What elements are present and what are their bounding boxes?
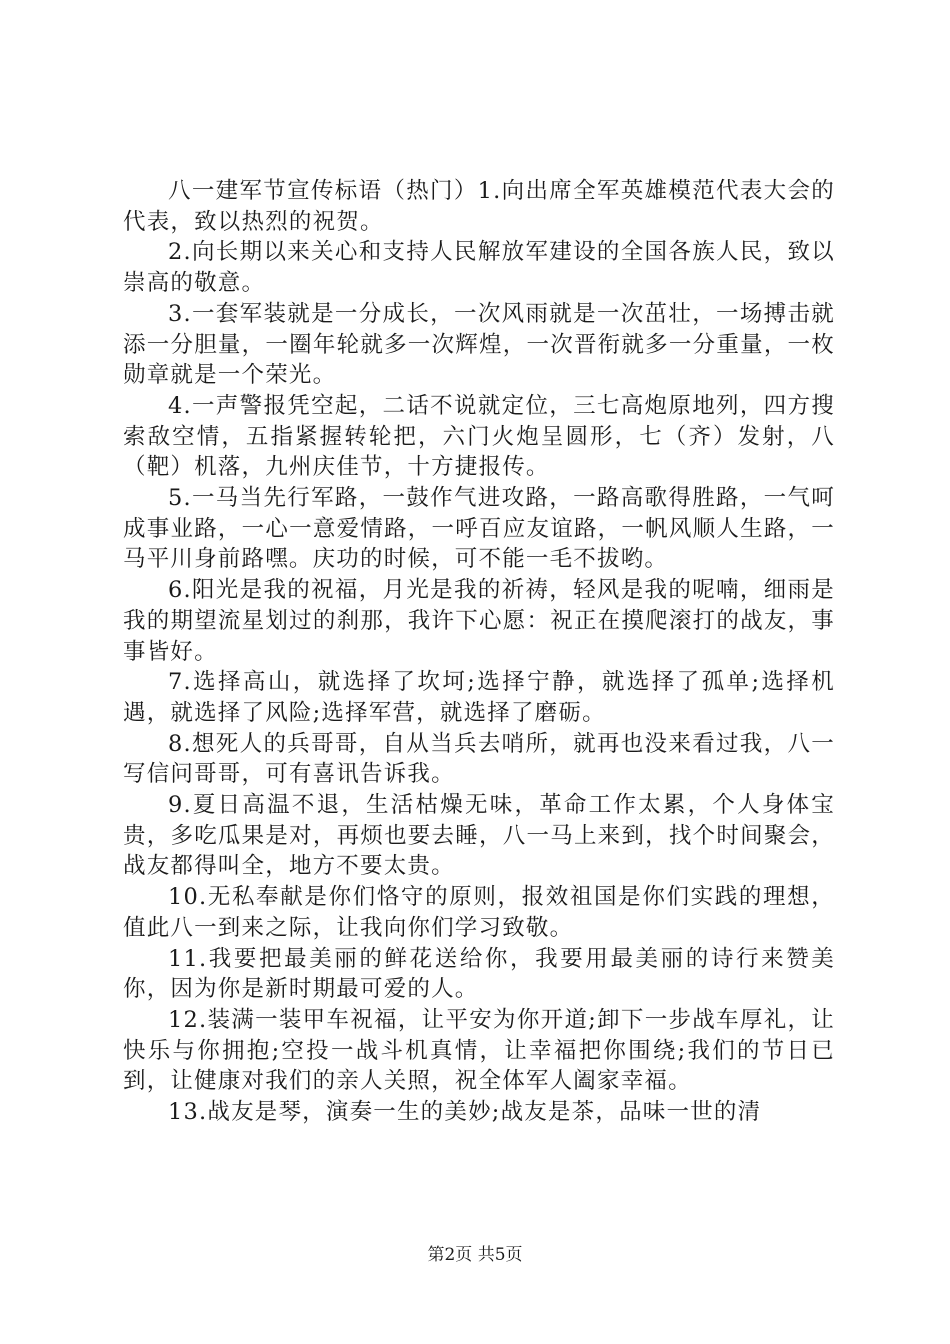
paragraph-6: 6.阳光是我的祝福，月光是我的祈祷，轻风是我的呢喃，细雨是我的期望流星划过的刹那，我许下心愿：祝正在摸爬滚打的战友，事事皆好。 bbox=[123, 577, 835, 665]
paragraph-13: 13.战友是琴，演奏一生的美妙;战友是茶，品味一世的清 bbox=[168, 1099, 762, 1126]
page-footer: 第2页 共5页 bbox=[427, 1245, 523, 1265]
paragraph-2: 2.向长期以来关心和支持人民解放军建设的全国各族人民，致以崇高的敬意。 bbox=[123, 239, 835, 297]
paragraph-5: 5.一马当先行军路，一鼓作气进攻路，一路高歌得胜路，一气呵成事业路，一心一意爱情路，一呼百应友谊路，一帆风顺人生路，一马平川身前路嘿。庆功的时候，可不能一毛不拔哟。 bbox=[123, 485, 835, 573]
paragraph-9: 9.夏日高温不退，生活枯燥无味，革命工作太累，个人身体宝贵，多吃瓜果是对，再烦也要去睡，八一马上来到，找个时间聚会，战友都得叫全，地方不要太贵。 bbox=[123, 792, 835, 880]
paragraph-3: 3.一套军装就是一分成长，一次风雨就是一次茁壮，一场搏击就添一分胆量，一圈年轮就多一次辉煌，一次晋衔就多一分重量，一枚勋章就是一个荣光。 bbox=[123, 300, 835, 389]
paragraph-1: 八一建军节宣传标语（热门）1.向出席全军英雄模范代表大会的代表，致以热烈的祝贺。 bbox=[123, 178, 835, 235]
paragraph-7: 7.选择高山，就选择了坎坷;选择宁静，就选择了孤单;选择机遇，就选择了风险;选择军营，就选择了磨砺。 bbox=[123, 669, 835, 726]
paragraph-8: 8.想死人的兵哥哥，自从当兵去哨所，就再也没来看过我，八一写信问哥哥，可有喜讯告诉我。 bbox=[123, 730, 835, 788]
paragraph-11: 11.我要把最美丽的鲜花送给你，我要用最美丽的诗行来赞美你，因为你是新时期最可爱的人。 bbox=[123, 945, 835, 1003]
paragraph-12: 12.装满一装甲车祝福，让平安为你开道;卸下一步战车厚礼，让快乐与你拥抱;空投一战斗机真情，让幸福把你围绕;我们的节日已到，让健康对我们的亲人关照，祝全体军人阖家幸福。 bbox=[123, 1006, 835, 1095]
document-body bbox=[123, 176, 835, 1128]
paragraph-4: 4.一声警报凭空起，二话不说就定位，三七高炮原地列，四方搜索敌空情，五指紧握转轮把，六门火炮呈圆形，七（齐）发射，八（靶）机落，九州庆佳节，十方捷报传。 bbox=[123, 392, 835, 481]
paragraph-10: 10.无私奉献是你们恪守的原则，报效祖国是你们实践的理想，值此八一到来之际，让我向你们学习致敬。 bbox=[123, 884, 835, 941]
